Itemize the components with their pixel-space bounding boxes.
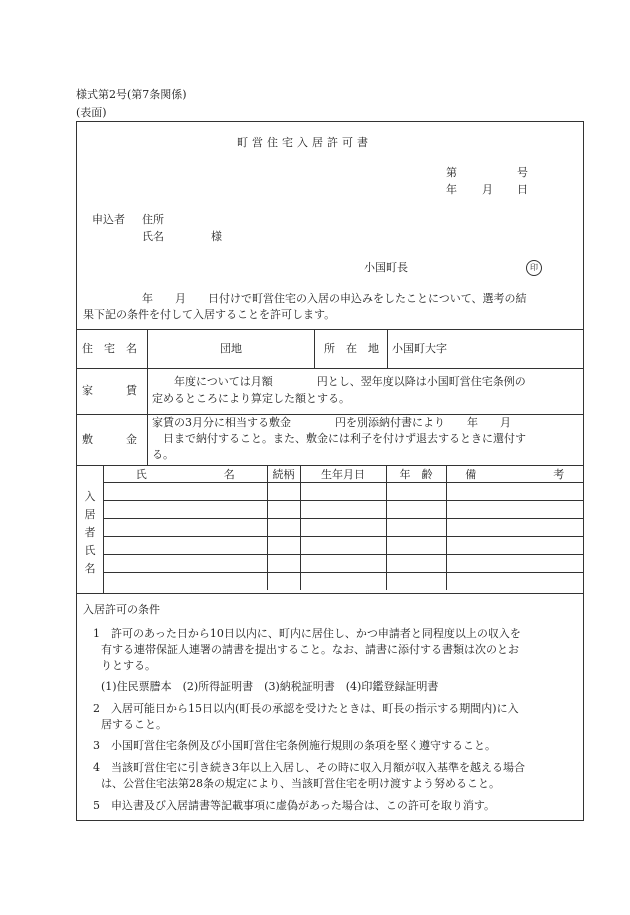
- deposit-line3: る。: [152, 448, 174, 461]
- number-prefix: 第: [446, 166, 457, 179]
- residents-table: [104, 465, 583, 590]
- condition-1-line1: 1 許可のあった日から10日以内に、町内に居住し、かつ申請者と同程度以上の収入を: [93, 627, 521, 640]
- condition-1-line3: りとする。: [101, 659, 156, 672]
- condition-2-line1: 2 入居可能日から15日以内(町長の承認を受けたときは、町長の指示する期間内)に入: [93, 702, 519, 715]
- condition-docs: (1)住民票謄本 (2)所得証明書 (3)納税証明書 (4)印鑑登録証明書: [101, 680, 439, 693]
- table-row: [104, 573, 583, 591]
- table-row: [104, 483, 583, 501]
- location-label: 所 在 地: [324, 342, 379, 355]
- date-month: 月: [482, 183, 493, 196]
- document-title: 町営住宅入居許可書: [237, 136, 372, 149]
- column-header: 氏 名: [104, 465, 267, 483]
- housing-value: 団地: [220, 342, 242, 355]
- rent-line2: 定めるところにより算定した額とする。: [152, 392, 350, 405]
- intro-line1: 年 月 日付けで町営住宅の入居の申込みをしたことについて、選考の結: [142, 292, 527, 305]
- conditions-title: 入居許可の条件: [83, 603, 160, 616]
- deposit-line1: 家賃の3月分に相当する敷金 円を別添納付書により 年 月: [152, 416, 511, 429]
- form-number: 様式第2号(第7条関係): [76, 88, 187, 101]
- seal-icon: 印: [526, 260, 542, 276]
- condition-5: 5 申込書及び入居請書等記載事項に虚偽があった場合は、この許可を取り消す。: [93, 799, 496, 812]
- honorific: 様: [211, 230, 222, 243]
- table-row: [104, 519, 583, 537]
- condition-2-line2: 居すること。: [101, 718, 167, 731]
- table-row: [104, 501, 583, 519]
- deposit-line2: 日まで納付すること。また、敷金には利子を付けず退去するときに還付す: [163, 432, 526, 445]
- location-value: 小国町大字: [392, 342, 447, 355]
- date-day: 日: [517, 183, 528, 196]
- residents-side-label: 入 居 者 氏 名: [84, 490, 96, 575]
- date-year: 年: [446, 183, 457, 196]
- column-header: 生年月日: [300, 465, 386, 483]
- applicant-label: 申込者: [92, 213, 125, 226]
- rent-line1: 年度については月額 円とし、翌年度以降は小国町営住宅条例の: [174, 375, 526, 388]
- condition-1-line2: 有する連帯保証人連署の請書を提出すること。なお、請書に添付する書類は次のとお: [101, 643, 519, 656]
- intro-line2: 果下記の条件を付して入居することを許可します。: [83, 308, 336, 321]
- column-header: 年 齢: [386, 465, 446, 483]
- table-row: [104, 555, 583, 573]
- rent-label: 家 賃: [82, 384, 137, 397]
- table-header-row: [104, 465, 583, 483]
- column-header: 備 考: [446, 465, 583, 483]
- issuer-name: 小国町長: [364, 261, 408, 274]
- housing-label: 住 宅 名: [82, 342, 137, 355]
- number-suffix: 号: [517, 166, 528, 179]
- permit-form: [76, 121, 584, 821]
- deposit-label: 敷 金: [82, 433, 137, 446]
- side-label: (表面): [76, 106, 107, 119]
- address-label: 住所: [142, 213, 164, 226]
- name-label: 氏名: [142, 230, 164, 243]
- condition-3: 3 小国町営住宅条例及び小国町営住宅条例施行規則の条項を堅く遵守すること。: [93, 739, 496, 752]
- condition-4-line1: 4 当該町営住宅に引き続き3年以上入居し、その時に収入月額が収入基準を越える場合: [93, 761, 525, 774]
- condition-4-line2: は、公営住宅法第28条の規定により、当該町営住宅を明け渡すよう努めること。: [101, 777, 500, 790]
- column-header: 続柄: [267, 465, 300, 483]
- table-row: [104, 537, 583, 555]
